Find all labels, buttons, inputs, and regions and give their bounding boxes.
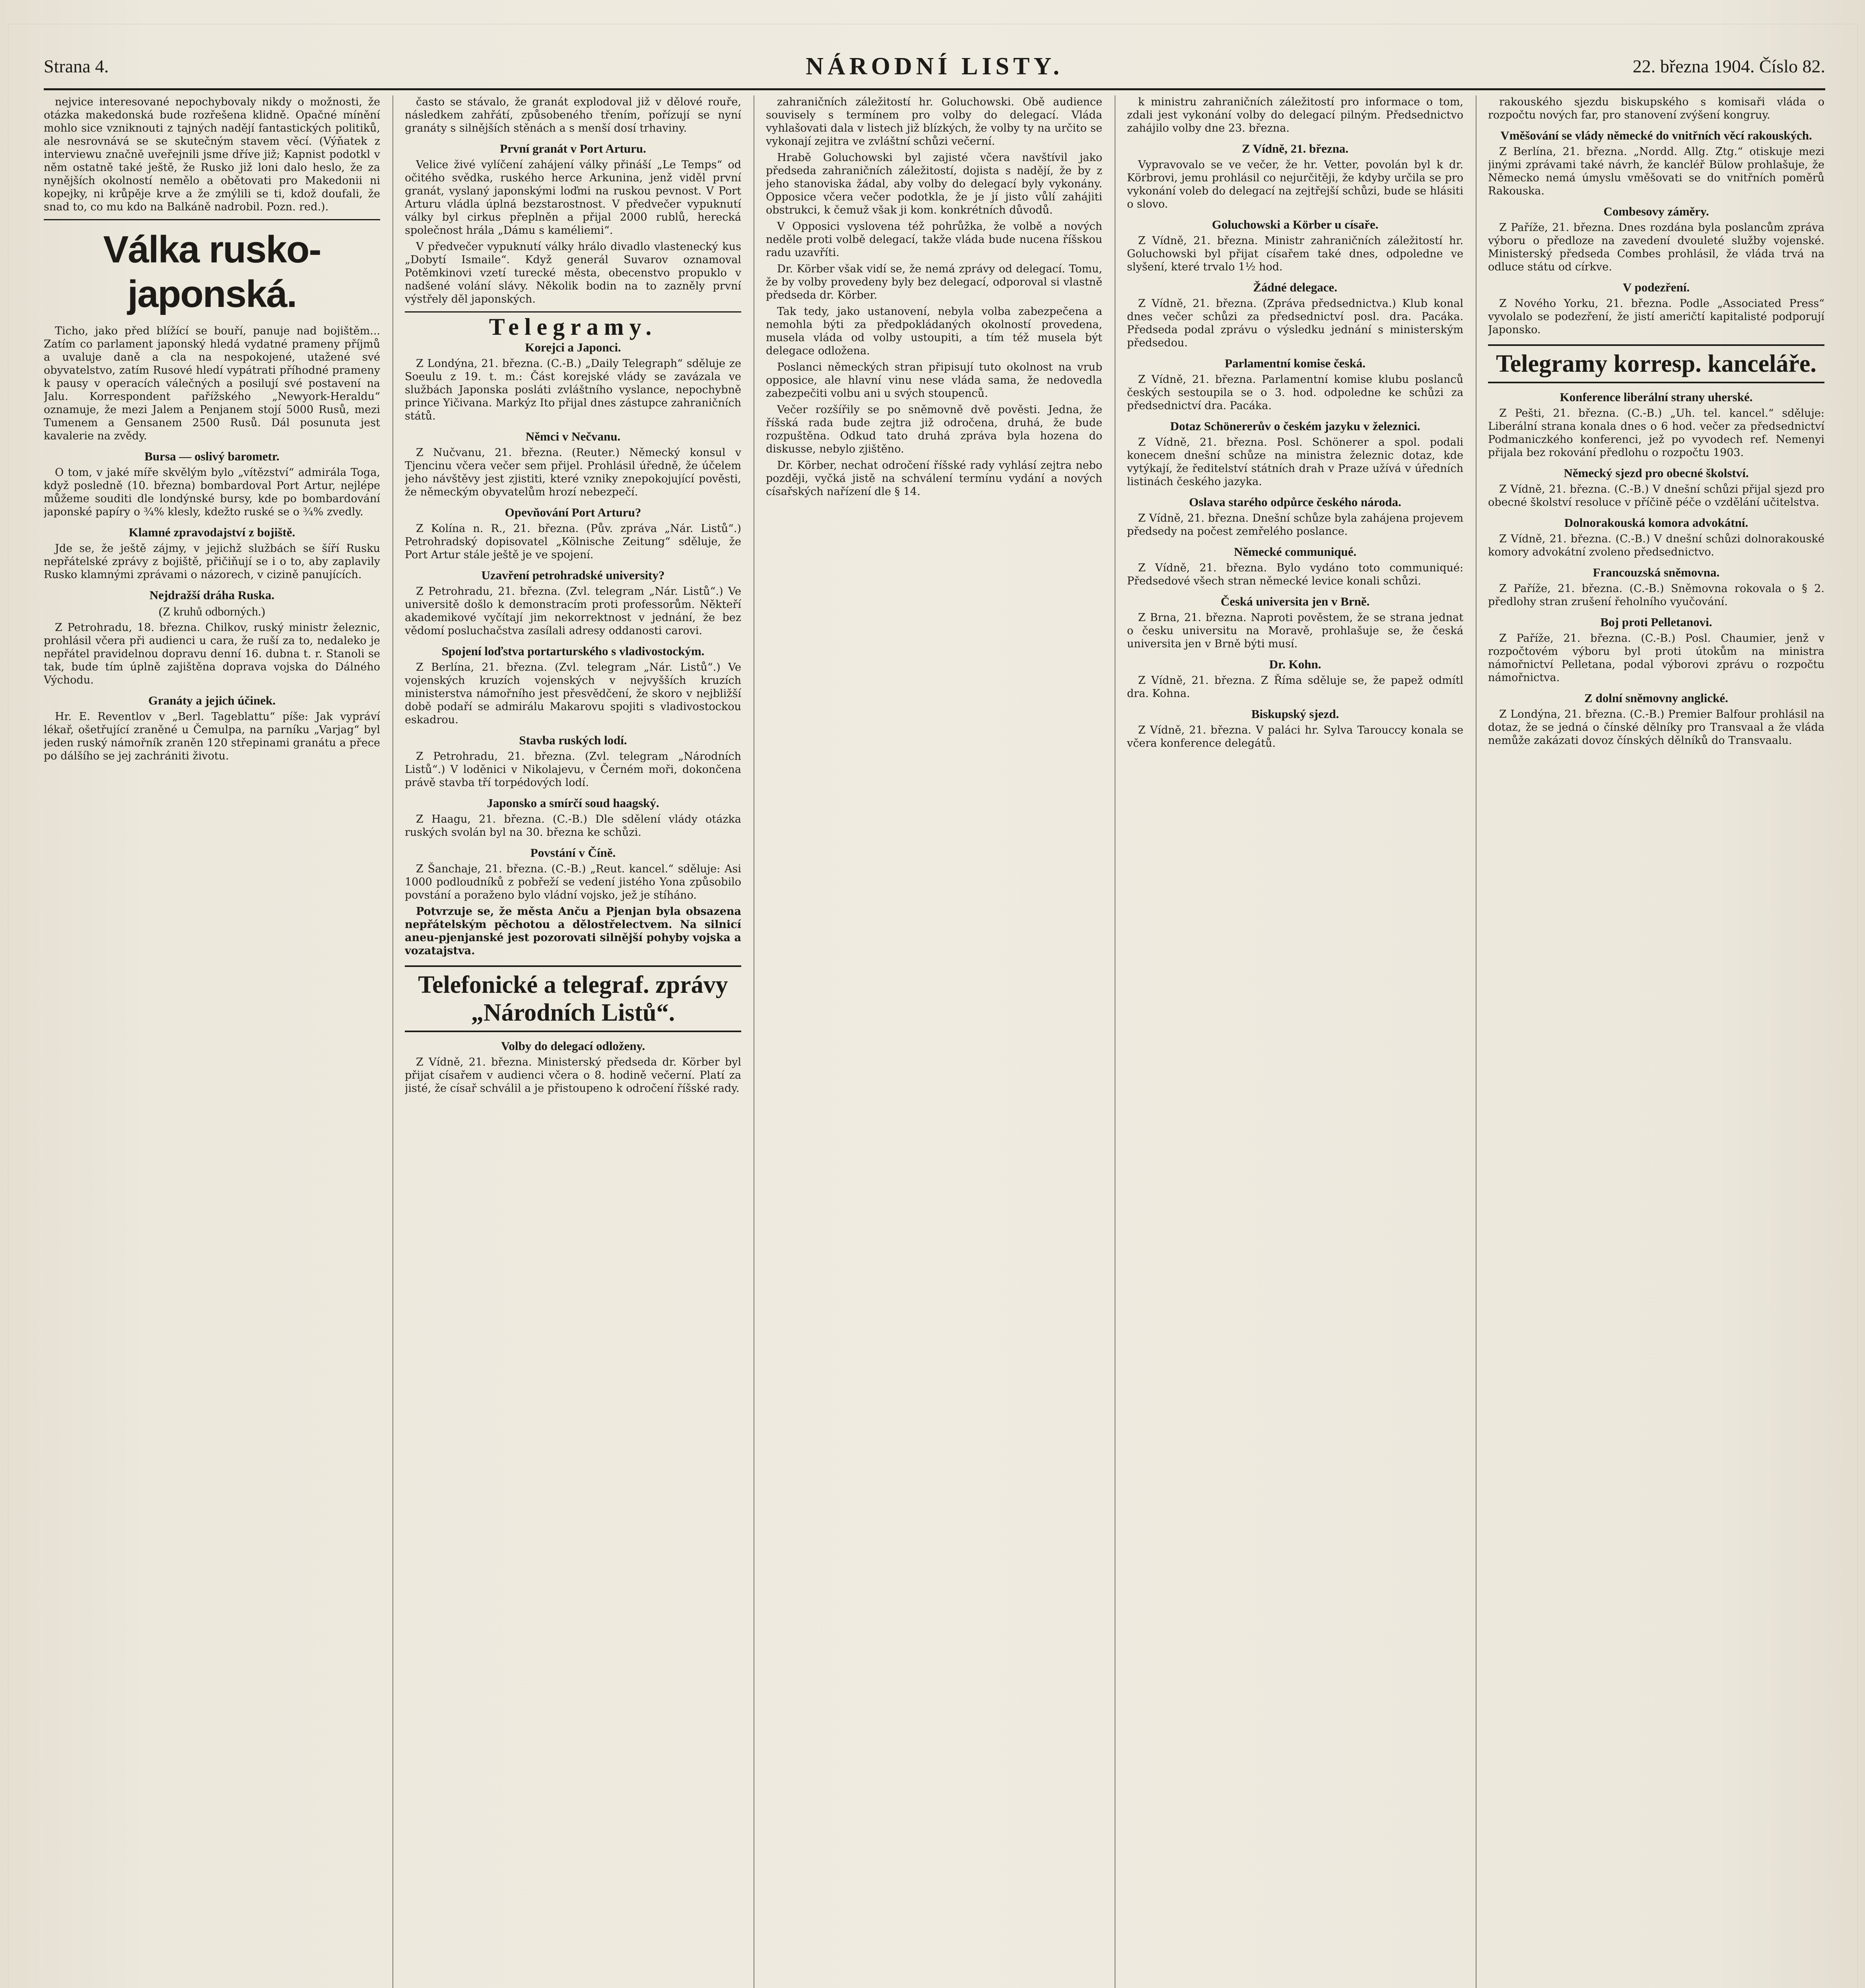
masthead-title: NÁRODNÍ LISTY. (806, 53, 1063, 80)
article-text: Z Vídně, 21. března. Posl. Schönerer a spol. podali konecem dnešní schůze na ministra železnic dotaz, kde vytýkají, že ředitelství státních drah v Praze užívá v úředních listinách českého jazyka. (1127, 436, 1463, 488)
article-text: Z Vídně, 21. března. V paláci hr. Sylva Tarouccy konala se včera konference delegátů. (1127, 724, 1463, 749)
article-text: Z Berlína, 21. března. (Zvl. telegram „Nár. Listů“.) Ve vojenských kruzích vojenských v nejvyšších kruzích ministerstva námořního jest přesvědčení, že skoro v nejbližší době podaří se admirálu Makarovu spojiti s vladivostockou eskadrou. (405, 661, 741, 726)
article-text: Ticho, jako před blížící se bouří, panuje nad bojištěm... Zatím co parlament japonský hledá vydatné prameny příjmů a uvaluje daně a cla na nespokojené, utažené své obyvatelstvo, zatím Rusové hledí vypátrati příhodné prameny k pausy v operacích válečných a posilují své postavení na Jalu. Korrespondent pařížského „Newyork-Heraldu“ oznamuje, že mezi Jalem a Penjanem stojí 5000 Rusů, mezi Tumenem a Gensanem 2500 Rusů. Dál posunuta jest kavalerie na zvědy. (44, 325, 380, 442)
section-heading: Z dolní sněmovny anglické. (1584, 691, 1728, 705)
article-text: Dr. Körber však vidí se, že nemá zprávy od delegací. Tomu, že by volby provedeny byly bez delegací, odporoval si vlastně předseda dr. Körber. (766, 263, 1102, 301)
telegrams-headline: Telegramy. (489, 314, 657, 340)
article-text: Z Nového Yorku, 21. března. Podle „Associated Press“ vyvolalo se podezření, že jistí američtí kapitalisté podporují Japonsko. (1488, 297, 1824, 336)
article-text: Z Vídně, 21. března. Ministr zahraničních záležitostí hr. Goluchowski byl přijat císařem také dnes, odpoledne ve slyšení, které trvalo 1½ hod. (1127, 235, 1463, 273)
issue-date: 22. března 1904. Číslo 82. (1632, 56, 1825, 76)
article-text: Z Paříže, 21. března. (C.-B.) Sněmovna rokovala o § 2. předlohy stran zrušení řeholního vyučování. (1488, 582, 1824, 608)
article-text: Z Londýna, 21. března. (C.-B.) Premier Balfour prohlásil na dotaz, že se jedná o čínské dělníky pro Transvaal a že vláda nemůže zakázati dovoz čínských dělníků do Transvaalu. (1488, 708, 1824, 747)
war-headline: Válka rusko-japonská. (103, 228, 321, 315)
section-heading: Combesovy záměry. (1603, 204, 1709, 218)
section-heading: Konference liberální strany uherské. (1560, 390, 1753, 404)
section-heading: V podezření. (1622, 280, 1690, 294)
bold-notice: Potvrzuje se, že města Anču a Pjenjan byla obsazena nepřátelským pěchotou a dělostřelectvem. Na silnicí aneu-pjenjanské jest pozorovati silnější pohyby vojska a vozatajstva. (405, 905, 741, 957)
article-text: Z Brna, 21. března. Naproti pověstem, že se strana jednat o česku universitu na Moravě, prohlašuje se, že česká universita jen v Brně býti musí. (1127, 612, 1463, 650)
column-2 (405, 95, 741, 1988)
section-heading: Nejdražší dráha Ruska. (149, 588, 275, 602)
article-text: Z Vídně, 21. března. Ministerský předseda dr. Körber byl přijat císařem v audienci včera o 8. hodině večerní. Platí za jisté, že císař schválil a je přistoupeno k odročení říšské rady. (405, 1056, 741, 1095)
columns (44, 95, 1825, 1988)
section-heading: Žádné delegace. (1253, 280, 1337, 294)
column-divider (392, 95, 393, 1988)
section-heading: Bursa — oslivý barometr. (144, 449, 280, 463)
section-heading: Granáty a jejich účinek. (148, 693, 276, 707)
section-heading: Vměšování se vlády německé do vnitřních věcí rakouských. (1500, 128, 1812, 142)
article-text: V předvečer vypuknutí války hrálo divadlo vlastenecký kus „Dobytí Ismaile“. Když generál Suvarov oznamoval Potěmkinovi vzetí turecké města, obecenstvo propuklo v nadšené volání slávy. Několik bodin na to zazněly první výstřely děl japonských. (405, 241, 741, 305)
section-heading: Dr. Kohn. (1269, 657, 1321, 671)
article-text: Hrabě Goluchowski byl zajisté včera navštívil jako předseda zahraničních záležitostí, dojista s nadějí, že by z jeho stanoviska žádal, aby volby do delegací byly vykonány. Opposice včera večer podotkla, že je jí jisto vůlí zahájiti obstrukci, k čemuž však ji kom. konkrétních důvodů. (766, 151, 1102, 216)
section-heading: Česká universita jen v Brně. (1220, 594, 1370, 608)
article-text: Z Vídně, 21. března. Parlamentní komise klubu poslanců českých sestoupila se o 3. hod. odpoledne ke schůzi za předsednictví dra. Pacáka. (1127, 373, 1463, 412)
header-rule (44, 88, 1825, 90)
article-text: Jde se, že ještě zájmy, v jejichž službách se šíří Rusku nepřátelské zprávy z bojiště, přičiňují se i o to, aby zaplavily Rusko klamnými zprávami o názorech, v cizině panujících. (44, 542, 380, 581)
article-text: rakouského sjezdu biskupského s komisaři vláda o rozpočtu nových far, pro stanovení zvýšení kongruy. (1488, 96, 1824, 121)
section-heading: Povstání v Číně. (530, 846, 616, 860)
column-5 (1488, 95, 1824, 1988)
section-heading: První granát v Port Arturu. (500, 142, 646, 155)
section-heading: Goluchowski a Körber u císaře. (1212, 217, 1379, 231)
section-heading: Uzavření petrohradské university? (481, 568, 665, 582)
telephone-telegraph-headline: Telefonické a telegraf. zprávy „Národních Listů“. (405, 965, 741, 1032)
section-heading: Z Vídně, 21. března. (1241, 142, 1349, 155)
article-text: Tak tedy, jako ustanovení, nebyla volba zabezpečena a nemohla býti za předpokládaných okolností provedena, musela vláda od volby ustoupiti, a tím též musela být delegace odložena. (766, 305, 1102, 357)
section-heading: Volby do delegací odloženy. (501, 1039, 645, 1053)
article-text: Z Petrohradu, 18. března. Chilkov, ruský ministr železnic, prohlásil včera při audienci u cara, že ruší za to, nedaleko je nepřátel pravidelnou dopravu denní 16. dubna t. r. Stanoli se tak, bude tím úplně zajištěna doprava vojska do Dálného Východu. (44, 621, 380, 686)
article-text: Vypravovalo se ve večer, že hr. Vetter, povolán byl k dr. Körbrovi, jemu prohlásil co nejurčitěji, že kdyby určila se pro vykonání voleb do delegací na zejtřejší schůzi, bude se hlásiti o slovo. (1127, 159, 1463, 210)
article-text: Z Haagu, 21. března. (C.-B.) Dle sdělení vlády otázka ruských svolán byl na 30. března ke schůzi. (405, 813, 741, 839)
section-heading: Dotaz Schönererův o českém jazyku v železnici. (1170, 419, 1420, 433)
section-heading: Boj proti Pelletanovi. (1600, 615, 1712, 629)
article-text: Hr. E. Reventlov v „Berl. Tageblattu“ píše: Jak vypráví lékař, ošetřující zraněné u Čemulpa, na parníku „Varjag“ byl jeden ruský námořník zraněn 120 střepinami granátu a přece po dálšího se jej zachrániti životu. (44, 711, 380, 762)
section-heading: Dolnorakouská komora advokátní. (1564, 516, 1748, 530)
article-text: Z Vídně, 21. března. Dnešní schůze byla zahájena projevem předsedy na počest zemřelého poslance. (1127, 512, 1463, 538)
article-text: Z Londýna, 21. března. (C.-B.) „Daily Telegraph“ sděluje ze Soeulu z 19. t. m.: Část korejské vlády se zavázala ve službách Japonska posláti zvláštního vyslance, nepochybně prince Yičivana. Markýz Ito přijal dnes zástupce zahraničních států. (405, 357, 741, 422)
section-heading: Německé communiqué. (1234, 545, 1357, 559)
article-text: Z Vídně, 21. března. Z Říma sděluje se, že papež odmítl dra. Kohna. (1127, 674, 1463, 700)
article-text: O tom, v jaké míře skvělým bylo „vítězství“ admirála Toga, když posledně (10. března) bombardoval Port Artur, nejlépe můžeme souditi dle londýnské bursy, kde po bombardování japonské papíry o ¾% klesly, kdežto ruské se o ¾% zvedly. (44, 466, 380, 518)
section-heading: Německý sjezd pro obecné školství. (1564, 466, 1749, 480)
section-heading: Spojení loďstva portarturského s vladivostockým. (441, 644, 705, 658)
section-heading: Opevňování Port Arturu? (505, 505, 641, 519)
page-number: Strana 4. (44, 56, 109, 76)
column-4 (1127, 95, 1463, 1988)
section-heading: Klamné zpravodajství z bojiště. (128, 525, 295, 539)
article-text: často se stávalo, že granát explodoval již v dělové rouře, následkem zahřátí, způsobeného třením, pořízují se nyní granáty s silnějších stěnách a s menší dosí trhaviny. (405, 96, 741, 134)
article-text: Z Vídně, 21. března. (C.-B.) V dnešní schůzi přijal sjezd pro obecné školství resoluce v příčině péče o vzdělání učitelstva. (1488, 483, 1824, 509)
section-heading: Francouzská sněmovna. (1593, 565, 1720, 579)
section-heading: Němci v Nečvanu. (525, 429, 621, 443)
section-heading: Biskupský sjezd. (1251, 707, 1339, 721)
section-subheading: (Z kruhů odborných.) (159, 604, 265, 618)
section-heading: Stavba ruských lodí. (519, 733, 627, 747)
article-text: Poslanci německých stran připisují tuto okolnost na vrub opposice, ale hlavní vinu nese vláda sama, že nedovedla zabezpečiti volbu ani u svých stoupenců. (766, 361, 1102, 400)
article-text: Z Vídně, 21. března. (Zpráva předsednictva.) Klub konal dnes večer schůzi za předsednictví posl. dra. Pacáka. Předseda podal zprávu o výsledku jednání s ministerským předsedou. (1127, 297, 1463, 349)
column-3 (766, 95, 1102, 1988)
section-heading: Korejci a Japonci. (525, 340, 621, 354)
article-text: Z Petrohradu, 21. března. (Zvl. telegram „Nár. Listů“.) Ve universitě došlo k demonstracím proti professorům. Někteří akademikové vyčítají jim nekorrektnost v jednání, že bez vědomí posluchačstva zasílali adresy oddanosti carovi. (405, 585, 741, 637)
article-text: zahraničních záležitostí hr. Goluchowski. Obě audience souvisely s termínem pro volby do delegací. Vláda vyhlašovati dala v listech již blízkých, že volby ty na určito se vykonají zejitra ve zvláštní schůzi večerní. (766, 96, 1102, 148)
article-text: Z Pešti, 21. března. (C.-B.) „Uh. tel. kancel.“ sděluje: Liberální strana konala dnes o 6 hod. večer za předsednictví Podmaniczkého konferenci, jež po vyvodech ref. Nemenyi přijala bez rokování předlohu o rozpočtu 1903. (1488, 407, 1824, 459)
page-header (44, 44, 1825, 87)
column-1 (44, 95, 380, 1988)
article-text: Dr. Körber, nechat odročení říšské rady vyhlásí zejtra nebo později, vyčká jistě na schválení termínu vydání a nových císařských nařízení dle § 14. (766, 459, 1102, 498)
article-text: Z Vídně, 21. března. (C.-B.) V dnešní schůzi dolnorakouské komory advokátní zvoleno předsednictvo. (1488, 533, 1824, 558)
article-text: Z Nučvanu, 21. března. (Reuter.) Německý konsul v Tjencinu včera večer sem přijel. Prohlásil úředně, že účelem jeho návštěvy jest zjistiti, které vzniky znepokojující pověsti, že německým obyvatelům hrozí nebezpečí. (405, 447, 741, 498)
article-text: Z Petrohradu, 21. března. (Zvl. telegram „Národních Listů“.) V loděnici v Nikolajevu, v Černém moři, dokončena právě stavba tří torpédových lodí. (405, 750, 741, 789)
article-text: nejvice interesované nepochybovaly nikdy o možnosti, že otázka makedonská bude rozřešena klidně. Opačné mínění mohlo sice vzniknouti z tajných nadějí fantastických politiků, ale nesrovnává se se skutečným stavem věcí. (Výňatek z interviewu značně uveřejnili jsme dříve již; Kapnist podotkl v něm ostatně také ještě, že Rusko již loni dalo heslo, že za nynějších okolností nemělo a obětovati pro Makedonii ni kopejky, ni krůpěje krve a že zmýlili se ti, kdož doufali, že snad to, co mu kdo na Balkáně nadrobil. Pozn. red.). (44, 96, 380, 213)
article-text: Z Berlína, 21. března. „Nordd. Allg. Ztg.“ otiskuje mezi jinými zprávami také návrh, že kancléř Bülow prohlašuje, že Německo nemá úmyslu vměšovati se do vnitřních poměrů Rakouska. (1488, 146, 1824, 197)
article-text: Z Paříže, 21. března. Dnes rozdána byla poslancům zpráva výboru o předloze na zavedení dvouleté služby vojenské. Ministerský předseda Combes prohlásil, že vláda trvá na odluce státu od církve. (1488, 221, 1824, 273)
section-heading: Japonsko a smírčí soud haagský. (487, 796, 659, 810)
article-text: V Opposici vyslovena též pohrůžka, že volbě a nových neděle proti volbě delegací, takže vláda bude nucena říšskou radu uzavříti. (766, 220, 1102, 259)
article-text: Z Paříže, 21. března. (C.-B.) Posl. Chaumier, jenž v rozpočtovém výboru byl proti útokům na ministra námořnictví Pelletana, podal výborovi zprávu o rozpočtu námořnictva. (1488, 632, 1824, 684)
article-text: Z Šanchaje, 21. března. (C.-B.) „Reut. kancel.“ sděluje: Asi 1000 podloudníků z pobřeží se vedení jistého Yona způsobilo povstání a poraženo bylo vládní vojsko, jež je stíháno. (405, 863, 741, 901)
article-text: Večer rozšířily se po sněmovně dvě pověsti. Jedna, že říšská rada bude zejtra již odročena, druhá, že bude rozpuštěna. Odkud tato druhá zpráva byla hozena do diskusse, nebylo zjištěno. (766, 404, 1102, 455)
section-heading: Parlamentní komise česká. (1225, 356, 1366, 370)
section-rule (405, 311, 741, 313)
article-text: Z Kolína n. R., 21. března. (Pův. zpráva „Nár. Listů“.) Petrohradský dopisovatel „Kölnische Zeitung“ sděluje, že Port Artur stále ještě je ve spojení. (405, 522, 741, 561)
telegrams-bureau-headline: Telegramy korresp. kanceláře. (1488, 344, 1824, 383)
article-text: k ministru zahraničních záležitostí pro informace o tom, zdali jest vykonání volby do delegací pilným. Předsednictvo zahájilo volby dne 23. března. (1127, 96, 1463, 134)
section-heading: Oslava starého odpůrce českého národa. (1189, 495, 1401, 509)
article-text: Velice živé vylíčení zahájení války přináší „Le Temps“ od očitého svědka, ruského herce Arkunina, jenž viděl první granát, vyslaný japonskými loďmi na ruskou pevnost. V Port Arturu vládla úplná bezstarostnost. V předvečer vypuknutí války byl cirkus přeplněn a přijal 2000 rublů, herecká společnost hrála „Dámu s kaméliemi“. (405, 159, 741, 237)
article-text: Z Vídně, 21. března. Bylo vydáno toto communiqué: Předsedové všech stran německé levice konali schůzi. (1127, 562, 1463, 587)
section-rule (44, 219, 380, 220)
